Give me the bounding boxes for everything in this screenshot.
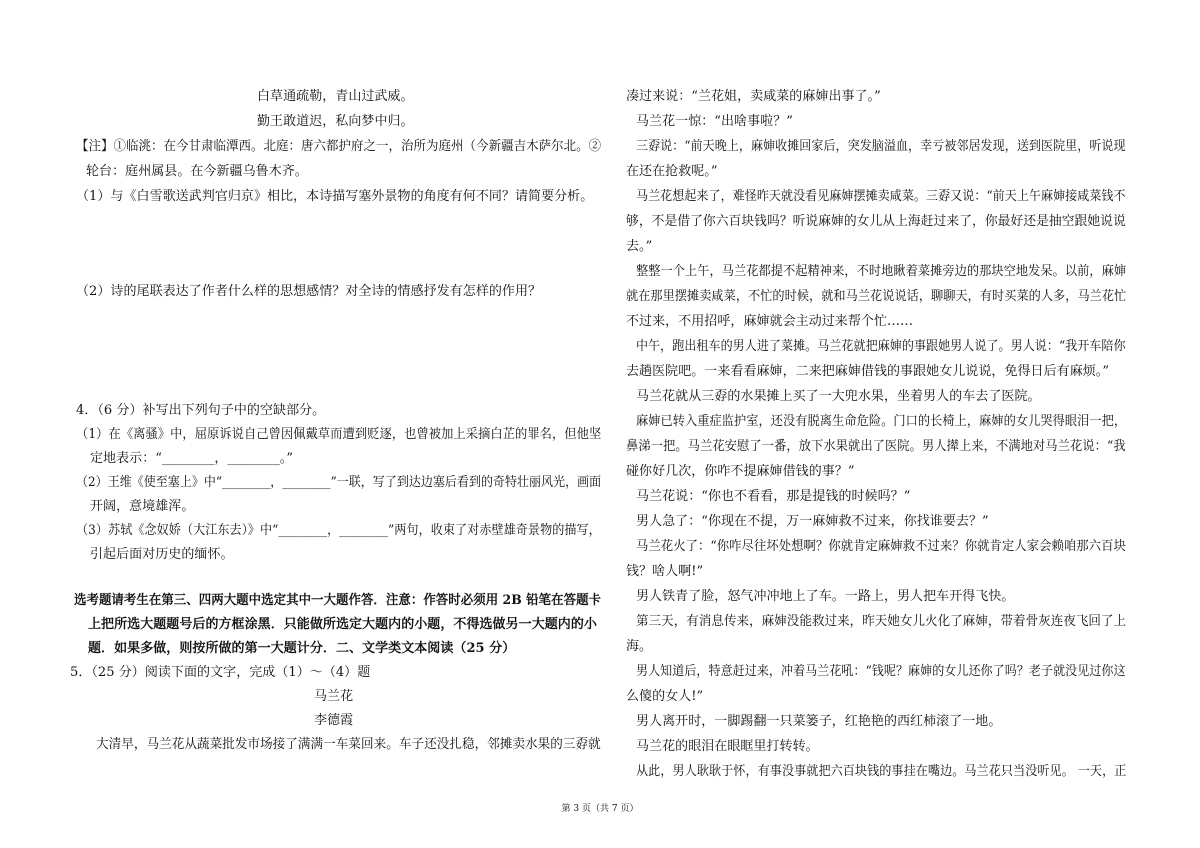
question-2: （2）诗的尾联表达了作者什么样的思想感情？对全诗的情感抒发有怎样的作用？ (76, 284, 542, 299)
story-line: 男人知道后，特意赶过来，冲着马兰花吼：“钱呢？麻婶的女儿还你了吗？老子就没见过你这 (636, 664, 1126, 679)
story-line: 马兰花想起来了，难怪昨天就没看见麻婶摆摊卖咸菜。三孬又说：“前天上午麻婶接咸菜钱不 (636, 189, 1126, 204)
story-paragraph: 大清早，马兰花从蔬菜批发市场接了满满一车菜回来。车子还没扎稳，邻摊卖水果的三孬就 (96, 737, 601, 752)
story-line: 麻婶已转入重症监护室，还没有脱离生命危险。门口的长椅上，麻婶的女儿哭得眼泪一把， (636, 414, 1127, 429)
question-4-2-cont: 开阔，意境雄浑。 (90, 499, 195, 514)
story-line: 整整一个上午，马兰花都提不起精神来，不时地瞅着菜摊旁边的那块空地发呆。以前，麻婶 (636, 264, 1127, 279)
story-line: 马兰花的眼泪在眼眶里打转转。 (636, 739, 819, 754)
question-4-2: （2）王维《使至塞上》中“________，________”一联，写了到达边塞后看到的奇特壮丽风光，画面 (76, 475, 602, 490)
story-line: 海。 (626, 639, 653, 654)
story-line: 在还在抢救呢。” (626, 164, 718, 179)
story-line: 从此，男人耿耿于怀，有事没事就把六百块钱的事挂在嘴边。马兰花只当没听见。 一天，正 (636, 764, 1127, 779)
poem-line: 白草通疏勒，青山过武威。 (257, 89, 414, 104)
story-line: 够，不是借了你六百块钱吗？听说麻婶的女儿从上海赶过来了，你最好还是抽空跟她说说 (626, 214, 1126, 229)
section-instruction: 选考题请考生在第三、四两大题中选定其中一大题作答．注意：作答时必须用 2B 铅笔在答题卡 (74, 593, 602, 608)
story-line: 男人离开时，一脚踢翻一只菜篓子，红艳艳的西红柿滚了一地。 (636, 714, 1002, 729)
question-4-3: （3）苏轼《念奴娇（大江东去）》中“________，________”两句，收束了对赤壁雄奇景物的描写， (76, 523, 601, 538)
story-line: 马兰花一惊：“出啥事啦？” (636, 114, 793, 129)
story-line: 第三天，有消息传来，麻婶没能救过来，昨天她女儿火化了麻婶，带着骨灰连夜飞回了上 (636, 614, 1127, 629)
story-line: 去趟医院吧。一来看看麻婶，二来把麻婶借钱的事跟她女儿说说，免得日后有麻烦。” (626, 364, 1110, 379)
story-line: 么傻的女人!” (626, 689, 704, 704)
section-instruction: 题．如果多做，则按所做的第一大题计分．二、文学类文本阅读（25 分） (88, 641, 516, 656)
story-line: 男人铁青了脸，怒气冲冲地上了车。一路上，男人把车开得飞快。 (636, 589, 1015, 604)
question-4-3-cont: 引起后面对历史的缅怀。 (90, 547, 234, 562)
story-line: 马兰花火了：“你咋尽往坏处想啊？你就肯定麻婶救不过来？你就肯定人家会赖咱那六百块 (636, 539, 1126, 554)
story-line: 中午，跑出租车的男人进了菜摊。马兰花就把麻婶的事跟她男人说了。男人说：“我开车陪你 (636, 339, 1126, 354)
story-line: 去。” (626, 239, 653, 254)
story-line: 碰你好几次，你咋不提麻婶借钱的事？” (626, 464, 855, 479)
story-author: 李德霞 (314, 713, 354, 728)
story-line: 马兰花说：“你也不看看，那是提钱的时候吗？” (636, 489, 911, 504)
story-line: 鼻涕一把。马兰花安慰了一番，放下水果就出了医院。男人撵上来，不满地对马兰花说：“我 (626, 439, 1126, 454)
poem-line: 勤王敢道迟，私向梦中归。 (257, 114, 414, 129)
question-4-1: （1）在《离骚》中，屈原诉说自己曾因佩戴草而遭到贬逐，也曾被加上采摘白芷的罪名，但他坚 (76, 427, 602, 442)
page-number: 第 3 页（共 7 页） (561, 804, 639, 814)
story-line: 凑过来说：“兰花姐，卖咸菜的麻婶出事了。” (626, 89, 881, 104)
story-line: 马兰花就从三孬的水果摊上买了一大兜水果，坐着男人的车去了医院。 (636, 389, 1041, 404)
question-5-title: 5．（25 分）阅读下面的文字，完成（1）～（4）题 (70, 665, 371, 680)
story-line: 就在那里摆摊卖咸菜，不忙的时候，就和马兰花说说话，聊聊天，有时买菜的人多，马兰花忙 (626, 289, 1127, 304)
section-instruction: 上把所选大题题号后的方框涂黑．只能做所选定大题内的小题，不得选做另一大题内的小 (88, 617, 597, 632)
story-line: 钱？啥人啊!” (626, 564, 704, 579)
story-line: 不过来，不用招呼，麻婶就会主动过来帮个忙…… (626, 314, 914, 329)
question-1: （1）与《白雪歌送武判官归京》相比，本诗描写塞外景物的角度有何不同？请简要分析。 (76, 189, 594, 204)
question-4-1-blanks: 定地表示：“________，________。” (90, 451, 294, 466)
note-line: 【注】①临洮：在今甘肃临潭西。北庭：唐六都护府之一，治所为庭州（今新疆吉木萨尔北。② (76, 139, 602, 154)
note-line: 轮台：庭州属县。在今新疆乌鲁木齐。 (86, 164, 308, 179)
question-4-title: 4．（6 分）补写出下列句子中的空缺部分。 (76, 403, 326, 418)
story-line: 男人急了：“你现在不提，万一麻婶救不过来，你找谁要去？” (636, 514, 989, 529)
story-line: 三孬说：“前天晚上，麻婶收摊回家后，突发脑溢血，幸亏被邻居发现，送到医院里，听说现 (636, 139, 1126, 154)
story-title: 马兰花 (314, 689, 354, 704)
